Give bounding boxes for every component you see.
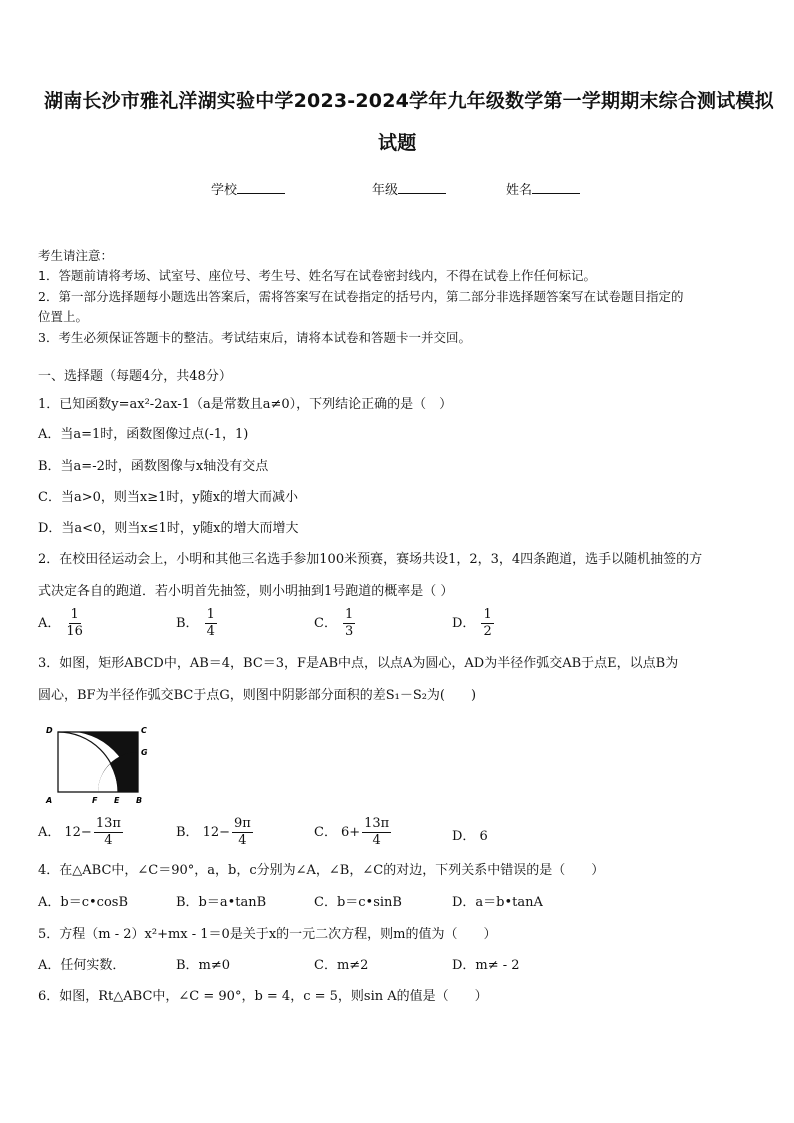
grade-label: 年级 — [372, 183, 399, 198]
q3-option-d-label: D． — [452, 829, 476, 844]
q1-option-d: D．当a<0，则当x≤1时，y随x的增大而增大 — [38, 521, 299, 536]
q3-figure-label-d: D — [46, 726, 53, 735]
q4-stem: 4．在△ABC中，∠C＝90°，a，b，c分别为∠A，∠B，∠C的对边，下列关系中错误的是（ ） — [38, 863, 605, 878]
q3-option-c-pre: 6+ — [340, 824, 361, 840]
q4-option-d: D．a＝b•tanA — [452, 895, 543, 910]
notice-item-1: 1．答题前请将考场、试室号、座位号、考生号、姓名写在试卷密封线内，不得在试卷上作任何标记。 — [38, 268, 596, 283]
school-field — [211, 181, 285, 200]
q3-option-b-num: 9π — [234, 816, 251, 831]
page-title: 湖南长沙市雅礼洋湖实验中学2023-2024学年九年级数学第一学期期末综合测试模拟 — [44, 90, 774, 112]
q3-stem-line2: 圆心，BF为半径作弧交BC于点G，则图中阴影部分面积的差S₁－S₂为( ) — [38, 688, 477, 703]
q3-option-b-fraction — [232, 816, 253, 849]
q3-option-b-den: 4 — [238, 833, 247, 848]
name-field — [506, 181, 580, 200]
q3-figure-label-c: C — [141, 726, 147, 735]
q2-option-b-fraction — [205, 607, 217, 640]
q2-option-c-label: C． — [314, 615, 337, 631]
q3-option-a-num: 13π — [95, 816, 121, 831]
name-blank — [532, 181, 580, 194]
q1-option-c: C．当a>0，则当x≥1时，y随x的增大而减小 — [38, 490, 299, 505]
q3-option-a-fraction — [94, 816, 123, 849]
q3-figure-label-b: B — [136, 796, 143, 805]
q4-option-b: B．b＝a•tanB — [176, 895, 267, 910]
q3-option-b-label: B． — [176, 824, 199, 840]
q2-option-a — [38, 607, 83, 640]
q2-option-b-label: B． — [176, 615, 199, 631]
q2-option-c-num: 1 — [344, 607, 354, 622]
q3-option-c-fraction — [362, 816, 391, 849]
q1-option-b: B．当a=-2时，函数图像与x轴没有交点 — [38, 459, 269, 474]
q2-option-d-den: 2 — [483, 624, 492, 639]
q3-figure-label-f: F — [92, 796, 98, 805]
q2-option-c — [314, 607, 355, 640]
q2-option-d-num: 1 — [483, 607, 492, 622]
name-label: 姓名 — [506, 183, 533, 198]
notice-heading: 考生请注意： — [38, 248, 114, 263]
q2-option-d-label: D． — [452, 615, 476, 631]
q3-option-a-pre: 12− — [64, 824, 92, 840]
notice-item-3: 3．考生必须保证答题卡的整洁。考试结束后，请将本试卷和答题卡一并交回。 — [38, 330, 471, 345]
q3-figure-label-a: A — [46, 796, 53, 805]
q3-option-a-label: A． — [38, 824, 61, 840]
q3-option-a-den: 4 — [104, 833, 113, 848]
school-label: 学校 — [211, 183, 238, 198]
q3-option-a — [38, 816, 123, 849]
q5-option-a: A．任何实数． — [38, 958, 126, 973]
q2-option-a-fraction — [66, 607, 83, 640]
q2-stem-line2: 式决定各自的跑道．若小明首先抽签，则小明抽到1号跑道的概率是（ ） — [38, 584, 454, 599]
q2-option-d-fraction — [481, 607, 493, 640]
q2-option-b-den: 4 — [206, 624, 215, 639]
q3-option-c-num: 13π — [364, 816, 390, 831]
q2-option-c-den: 3 — [344, 624, 354, 639]
notice-item-2: 2．第一部分选择题每小题选出答案后，需将答案写在试卷指定的括号内，第二部分非选择题答案写在试卷题目指定的 — [38, 289, 684, 304]
q5-option-b: B．m≠0 — [176, 958, 231, 973]
q2-stem-line1: 2．在校田径运动会上，小明和其他三名选手参加100米预赛，赛场共设1，2，3，4四条跑道，选手以随机抽签的方 — [38, 552, 703, 567]
q6-stem: 6．如图，Rt△ABC中，∠C = 90°，b = 4，c = 5，则sin A的值是（ ） — [38, 989, 488, 1004]
q2-option-a-label: A． — [38, 615, 61, 631]
page-title-continued: 试题 — [378, 132, 417, 154]
q3-option-c — [314, 816, 391, 849]
q2-option-a-num: 1 — [70, 607, 79, 622]
q2-option-b-num: 1 — [206, 607, 215, 622]
q2-option-a-den: 16 — [66, 624, 83, 639]
section-heading: 一、选择题（每题4分，共48分） — [38, 369, 232, 384]
q1-stem: 1．已知函数y=ax²-2ax-1（a是常数且a≠0），下列结论正确的是（ ） — [38, 397, 453, 412]
q3-figure-label-g: G — [141, 748, 148, 757]
school-blank — [237, 181, 285, 194]
notice-item-2-cont: 位置上。 — [38, 309, 89, 324]
q3-figure-label-e: E — [114, 796, 120, 805]
q4-option-c: C．b＝c•sinB — [314, 895, 402, 910]
q5-stem: 5．方程（m - 2）x²+mx - 1＝0是关于x的一元二次方程，则m的值为（ ） — [38, 927, 497, 942]
grade-field — [372, 181, 446, 200]
q2-option-c-fraction — [343, 607, 355, 640]
q3-option-b — [176, 816, 253, 849]
q3-figure-rectangle — [40, 720, 155, 810]
q3-option-c-label: C． — [314, 824, 337, 840]
q5-option-c: C．m≠2 — [314, 958, 369, 973]
q4-option-a: A．b＝c•cosB — [38, 895, 128, 910]
grade-blank — [398, 181, 446, 194]
q3-option-c-den: 4 — [372, 833, 381, 848]
q1-option-a: A．当a=1时，函数图像过点(-1，1) — [38, 427, 249, 442]
q2-option-d — [452, 607, 494, 640]
q3-option-b-pre: 12− — [202, 824, 230, 840]
q5-option-d: D．m≠ - 2 — [452, 958, 520, 973]
q2-option-b — [176, 607, 217, 640]
q3-option-d — [452, 828, 488, 847]
q3-stem-line1: 3．如图，矩形ABCD中，AB＝4，BC＝3，F是AB中点，以点A为圆心，AD为半径作弧交AB于点E，以点B为 — [38, 656, 679, 671]
q3-option-d-value: 6 — [479, 829, 488, 844]
